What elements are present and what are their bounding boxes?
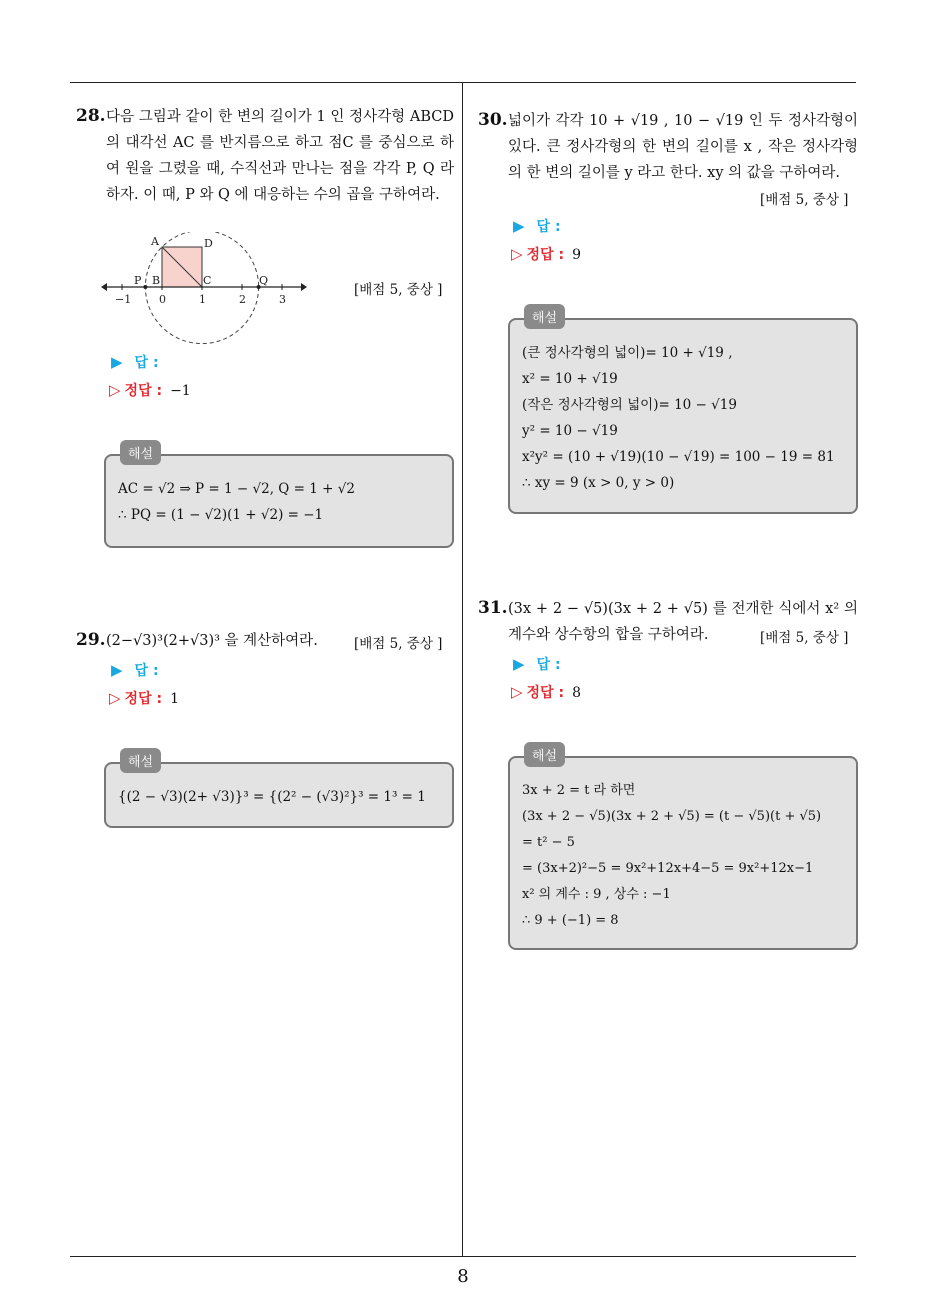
- solution-line: (큰 정사각형의 넓이)= 10 + √19 ,: [522, 345, 733, 361]
- answer-label: 답 :: [134, 663, 159, 679]
- outline-triangle-icon: ▷: [511, 683, 523, 701]
- solution-tab: 해설: [120, 748, 161, 773]
- answer-row: [513, 654, 561, 674]
- correct-value: −1: [170, 383, 191, 399]
- correct-label: 정답 :: [526, 247, 565, 263]
- answer-label: 답 :: [134, 355, 159, 371]
- correct-answer-row: [511, 244, 581, 264]
- page-number: 8: [457, 1266, 469, 1287]
- point-p-dot: [143, 285, 147, 289]
- problem-29: [76, 630, 456, 720]
- label-a: A: [151, 235, 159, 248]
- tick-label: −1: [115, 293, 132, 306]
- solution-line: ∴ xy = 9 (x > 0, y > 0): [522, 475, 675, 491]
- tick-label: 2: [239, 293, 246, 306]
- score-tag: [배점 5, 중상 ]: [354, 636, 443, 652]
- solution-line: = t² − 5: [522, 835, 575, 850]
- answer-row: [111, 660, 159, 680]
- problem-number: 31.: [478, 598, 508, 618]
- correct-answer-row: [511, 682, 581, 702]
- label-b: B: [152, 274, 161, 287]
- correct-value: 9: [572, 247, 581, 263]
- solution-box-29: [104, 755, 454, 828]
- solution-line: x² = 10 + √19: [522, 371, 618, 387]
- solution-line: {(2 − √3)(2+ √3)}³ = {(2² − (√3)²}³ = 1³ = 1: [118, 789, 426, 805]
- solution-line: AC = √2 ⇒ P = 1 − √2, Q = 1 + √2: [118, 481, 355, 497]
- correct-label: 정답 :: [124, 383, 163, 399]
- solution-line: y² = 10 − √19: [522, 423, 618, 439]
- correct-answer-row: [109, 380, 191, 400]
- solution-line: ∴ 9 + (−1) = 8: [522, 913, 619, 928]
- solution-tab: 해설: [524, 742, 565, 767]
- score-tag: [배점 5, 중상 ]: [760, 192, 849, 208]
- correct-label: 정답 :: [526, 685, 565, 701]
- solution-line: x²y² = (10 + √19)(10 − √19) = 100 − 19 = 81: [522, 449, 835, 465]
- top-rule: [70, 82, 856, 83]
- play-triangle-icon: ▶: [111, 661, 123, 679]
- square-circle-figure: [101, 232, 311, 347]
- play-triangle-icon: ▶: [111, 353, 123, 371]
- play-triangle-icon: ▶: [513, 217, 525, 235]
- column-divider: [462, 82, 463, 1256]
- solution-line: x² 의 계수 : 9 , 상수 : −1: [522, 887, 671, 902]
- tick-label: 1: [199, 293, 206, 306]
- solution-line: 3x + 2 = t 라 하면: [522, 783, 636, 798]
- solution-lines: [522, 778, 821, 934]
- answer-row: [111, 352, 159, 372]
- answer-label: 답 :: [536, 219, 561, 235]
- arrow-left-icon: [101, 283, 107, 291]
- answer-label: 답 :: [536, 657, 561, 673]
- solution-line: ∴ PQ = (1 − √2)(1 + √2) = −1: [118, 507, 324, 523]
- play-triangle-icon: ▶: [513, 655, 525, 673]
- problem-text: (2−√3)³(2+√3)³ 을 계산하여라.: [106, 633, 318, 649]
- correct-answer-row: [109, 688, 179, 708]
- solution-lines: [118, 476, 355, 528]
- problem-31: [478, 598, 858, 708]
- correct-label: 정답 :: [124, 691, 163, 707]
- outline-triangle-icon: ▷: [109, 381, 121, 399]
- problem-text: 넓이가 각각 10 + √19 , 10 − √19 인 두 정사각형이 있다. 큰 정사각형의 한 변의 길이를 x , 작은 정사각형의 한 변의 길이를 y 라고 한다. xy 의 값을 구하여라.: [508, 113, 858, 181]
- solution-box-28: [104, 447, 454, 548]
- tick-label: 3: [279, 293, 286, 306]
- problem-30: [478, 110, 858, 270]
- problem-number: 28.: [76, 106, 106, 126]
- solution-lines: [118, 784, 426, 810]
- outline-triangle-icon: ▷: [511, 245, 523, 263]
- solution-tab: 해설: [524, 304, 565, 329]
- bottom-rule: [70, 1256, 856, 1257]
- score-tag: [배점 5, 중상 ]: [760, 630, 849, 646]
- label-d: D: [204, 237, 213, 250]
- solution-line: (작은 정사각형의 넓이)= 10 − √19: [522, 397, 737, 413]
- tick-label: 0: [159, 293, 166, 306]
- answer-row: [513, 216, 561, 236]
- label-q: Q: [259, 274, 269, 287]
- solution-box-31: [508, 749, 858, 950]
- problem-number: 30.: [478, 110, 508, 130]
- label-p: P: [134, 274, 142, 287]
- solution-lines: [522, 340, 835, 496]
- arrow-right-icon: [301, 283, 307, 291]
- solution-line: (3x + 2 − √5)(3x + 2 + √5) = (t − √5)(t + √5): [522, 809, 822, 824]
- label-c: C: [203, 274, 212, 287]
- outline-triangle-icon: ▷: [109, 689, 121, 707]
- correct-value: 1: [170, 691, 179, 707]
- solution-box-30: [508, 311, 858, 514]
- correct-value: 8: [572, 685, 581, 701]
- problem-text: 다음 그림과 같이 한 변의 길이가 1 인 정사각형 ABCD 의 대각선 AC 를 반지름으로 하고 점C 를 중심으로 하여 원을 그렸을 때, 수직선과 만나는 점을 각각 P, Q 라 하자. 이 때, P 와 Q 에 대응하는 수의 곱을 구하여라.: [106, 109, 454, 203]
- solution-tab: 해설: [120, 440, 161, 465]
- score-tag: [배점 5, 중상 ]: [354, 282, 443, 298]
- problem-number: 29.: [76, 630, 106, 650]
- solution-line: = (3x+2)²−5 = 9x²+12x+4−5 = 9x²+12x−1: [522, 861, 814, 876]
- problem-text: (3x + 2 − √5)(3x + 2 + √5) 를 전개한 식에서 x² 의 계수와 상수항의 합을 구하여라.: [508, 601, 858, 643]
